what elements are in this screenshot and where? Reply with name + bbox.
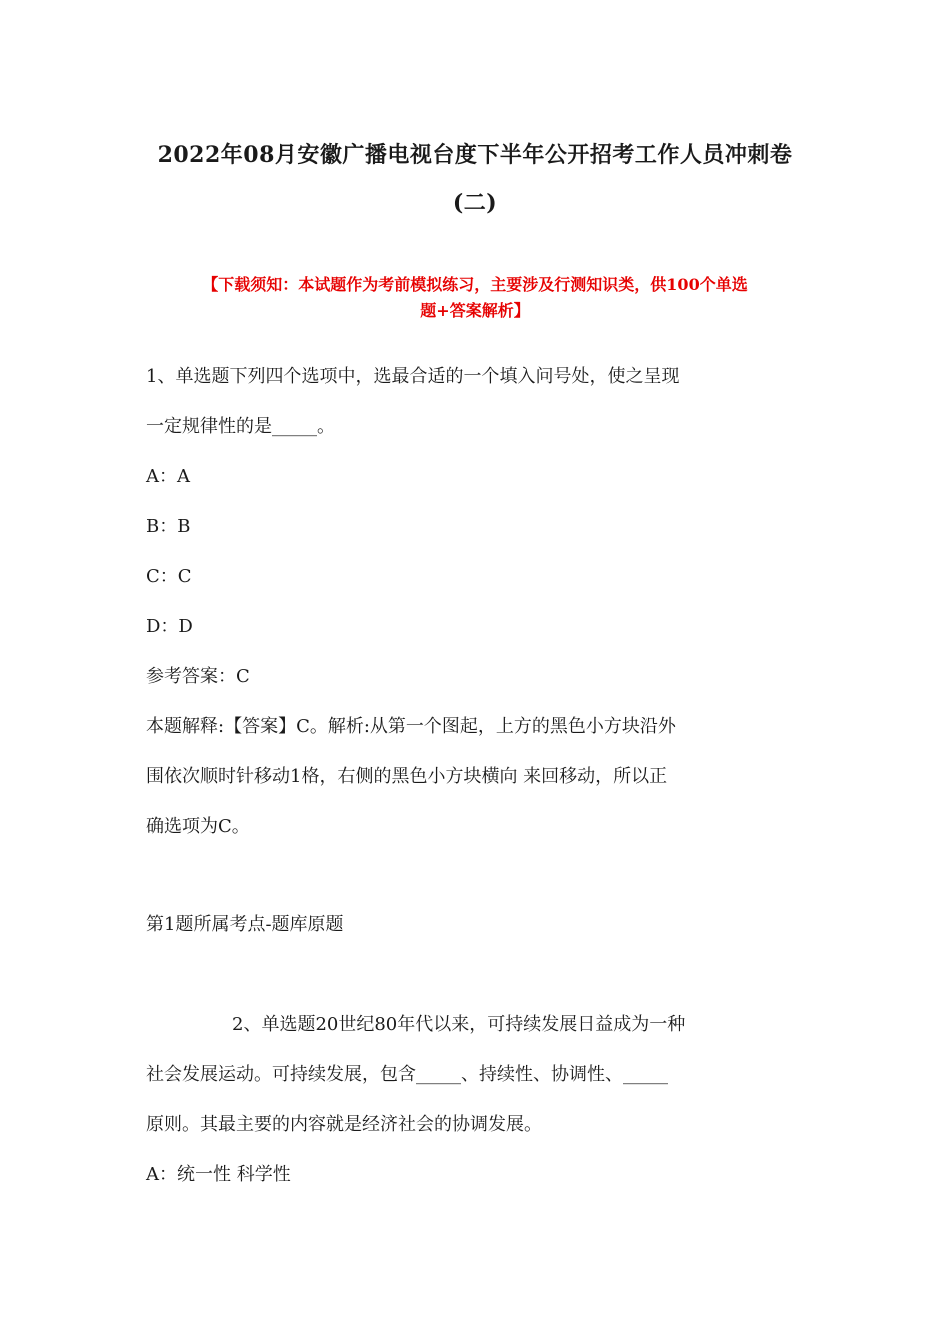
q2-option-a: A：统一性 科学性 — [146, 1164, 291, 1185]
notice-line1: 【下载须知：本试题作为考前模拟练习，主要涉及行测知识类，供100个单选 — [202, 275, 748, 294]
q2-stem-line3: 原则。其最主要的内容就是经济社会的协调发展。 — [146, 1114, 542, 1135]
q1-stem-line2: 一定规律性的是_____。 — [146, 416, 335, 437]
document-title-line2: (二) — [452, 190, 498, 216]
q1-option-b: B：B — [146, 516, 191, 537]
download-notice — [140, 272, 810, 324]
q1-answer: 参考答案：C — [146, 666, 250, 687]
document-title-line1: 2022年08月安徽广播电视台度下半年公开招考工作人员冲刺卷 — [157, 142, 793, 168]
q1-option-c: C：C — [146, 566, 192, 587]
q1-explanation-line1: 本题解释:【答案】C。解析:从第一个图起，上方的黑色小方块沿外 — [146, 716, 676, 737]
q1-explanation-line3: 确选项为C。 — [146, 816, 250, 837]
q2-stem-line2: 社会发展运动。可持续发展，包含_____、持续性、协调性、_____ — [146, 1064, 668, 1085]
q1-explanation-line2: 围依次顺时针移动1格，右侧的黑色小方块横向 来回移动，所以正 — [146, 766, 668, 787]
q1-knowledge-point: 第1题所属考点-题库原题 — [146, 914, 344, 935]
q1-stem-line1: 1、单选题下列四个选项中，选最合适的一个填入问号处，使之呈现 — [146, 366, 680, 387]
q2-stem-line1: 2、单选题20世纪80年代以来，可持续发展日益成为一种 — [232, 1014, 686, 1035]
q1-option-d: D：D — [146, 616, 193, 637]
notice-line2: 题+答案解析】 — [420, 301, 530, 320]
q1-option-a: A：A — [146, 466, 190, 487]
